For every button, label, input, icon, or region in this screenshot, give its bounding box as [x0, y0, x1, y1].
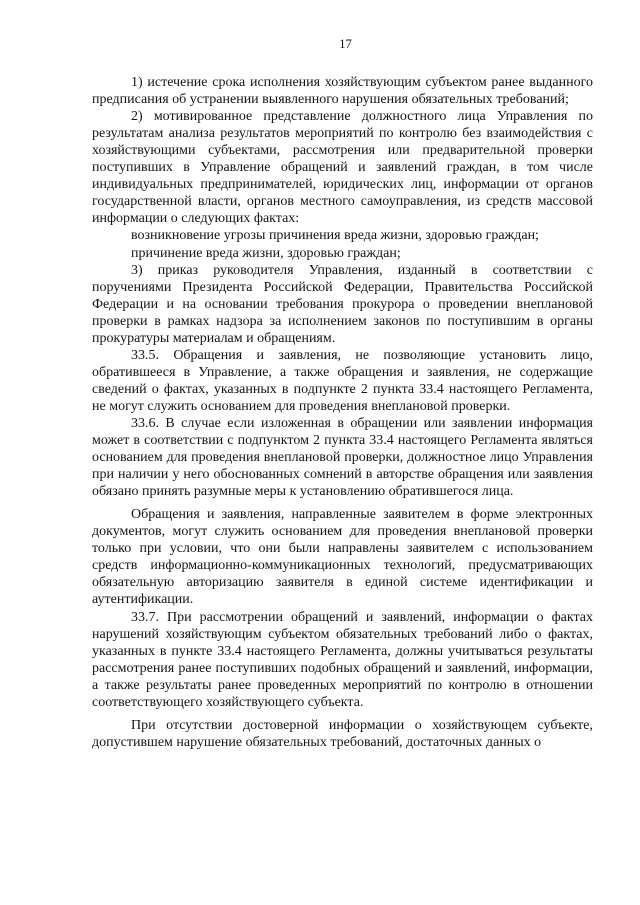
- paragraph-electronic-appeals: Обращения и заявления, направленные заявителем в форме электронных документов, могут служить основанием для проведения внеплановой проверки только при условии, что они были направлены заявителем с использованием средств информационно-коммуникационных технологий, предусматривающих обязательную авторизацию заявителя в единой системе идентификации и аутентификации.: [92, 507, 593, 608]
- paragraph-head-order: 3) приказ руководителя Управления, изданный в соответствии с поручениями Президента Российской Федерации, Правительства Российской Федерации и на основании требования прокурора о проведении внеплановой проверки в рамках надзора за исполнением законов по поступившим в органы прокуратуры материалам и обращениям.: [92, 262, 593, 346]
- paragraph-33-6: 33.6. В случае если изложенная в обращении или заявлении информация может в соответствии с подпунктом 2 пункта 33.4 настоящего Регламента являться основанием для проведения внеплановой проверки, должностное лицо Управления при наличии у него обоснованных сомнений в авторстве обращения или заявления обязано принять разумные меры к установлению обратившегося лица.: [92, 415, 593, 500]
- paragraph-official-submission: 2) мотивированное представление должностного лица Управления по результатам анализа результатов мероприятий по контролю без взаимодействия с хозяйствующими субъектами, рассмотрения или предварительной проверки поступивших в Управление обращений и заявлений граждан, в том числе индивидуальных предпринимателей, юридических лиц, информации от органов государственной власти, органов местного самоуправления, из средств массовой информации о следующих фактах:: [92, 109, 593, 227]
- paragraph-33-5: 33.5. Обращения и заявления, не позволяющие установить лицо, обратившееся в Управление, а также обращения и заявления, не содержащие сведений о фактах, указанных в подпункте 2 пункта 33.4 настоящего Регламента, не могут служить основанием для проведения внеплановой проверки.: [92, 347, 593, 414]
- paragraph-harm-caused: причинение вреда жизни, здоровью граждан;: [131, 245, 401, 261]
- paragraph-expiry-of-order: 1) истечение срока исполнения хозяйствующим субъектом ранее выданного предписания об устранении выявленного нарушения обязательных требований;: [92, 75, 593, 108]
- page-number: 17: [339, 37, 352, 51]
- paragraph-threat-of-harm: возникновение угрозы причинения вреда жизни, здоровью граждан;: [131, 228, 539, 244]
- paragraph-33-7: 33.7. При рассмотрении обращений и заявлений, информации о фактах нарушений хозяйствующим субъектом обязательных требований либо о фактах, указанных в пункте 33.4 настоящего Регламента, должны учитываться результаты рассмотрения ранее поступивших подобных обращений и заявлений, информации, а также результаты ранее проведенных мероприятий по контролю в отношении соответствующего хозяйствующего субъекта.: [92, 609, 593, 710]
- paragraph-no-reliable-info: При отсутствии достоверной информации о хозяйствующем субъекте, допустившем нарушение обязательных требований, достаточных данных о: [92, 717, 593, 750]
